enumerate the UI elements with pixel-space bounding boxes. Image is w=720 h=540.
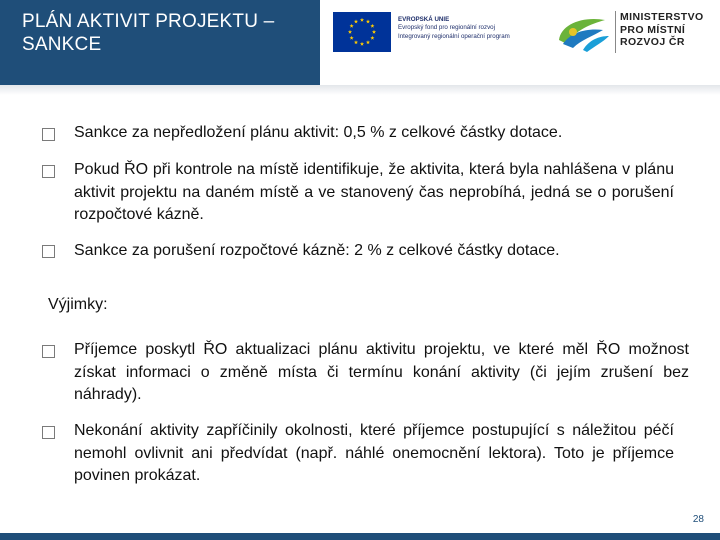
exception-text: Příjemce poskytl ŘO aktualizaci plánu aktivitu projektu, ve které měl ŘO možnost získat informaci o změně místa či termínu konání aktivity (či jejím zrušení bez náhrady). — [74, 341, 689, 403]
slide-header — [0, 0, 720, 85]
checkbox-bullet-icon — [42, 245, 55, 258]
exceptions-label: Výjimky: — [48, 296, 108, 313]
mmr-line-1: MINISTERSTVO — [620, 11, 704, 23]
exception-text: Nekonání aktivity zapříčinily okolnosti, které příjemce postupující s náležitou péčí nemohl ovlivnit ani předvídat (např. náhlé onemocnění lektora). Toto je příjemce povinen prokázat. — [74, 422, 674, 484]
checkbox-bullet-icon — [42, 165, 55, 178]
mmr-logo-text — [620, 11, 720, 49]
footer-bar — [0, 533, 720, 540]
bullet-text: Sankce za nepředložení plánu aktivit: 0,5 % z celkové částky dotace. — [74, 124, 563, 141]
header-shadow — [0, 85, 720, 95]
checkbox-bullet-icon — [42, 345, 55, 358]
bullet-text: Pokud ŘO při kontrole na místě identifikuje, že aktivita, která byla nahlášena v plánu aktivit projektu na daném místě a ve stanovený čas neprobíhá, jedná se o porušení rozpočtové kázně. — [74, 161, 674, 223]
eu-line-2: Evropský fond pro regionální rozvoj — [398, 24, 495, 32]
eu-line-1: EVROPSKÁ UNIE — [398, 16, 450, 23]
page-number: 28 — [692, 514, 704, 525]
mmr-line-3: ROZVOJ ČR — [620, 36, 685, 48]
mmr-divider — [615, 11, 616, 53]
checkbox-bullet-icon — [42, 128, 55, 141]
eu-logo-text — [398, 16, 548, 41]
eu-flag-icon — [333, 12, 391, 52]
mmr-line-2: PRO MÍSTNÍ — [620, 23, 686, 36]
slide-title: PLÁN AKTIVIT PROJEKTU – SANKCE — [22, 11, 275, 55]
bullet-text: Sankce za porušení rozpočtové kázně: 2 % z celkové částky dotace. — [74, 242, 560, 259]
checkbox-bullet-icon — [42, 426, 55, 439]
title-band — [0, 0, 320, 85]
mmr-logo-icon — [553, 10, 613, 54]
eu-line-3: Integrovaný regionální operační program — [398, 32, 510, 40]
